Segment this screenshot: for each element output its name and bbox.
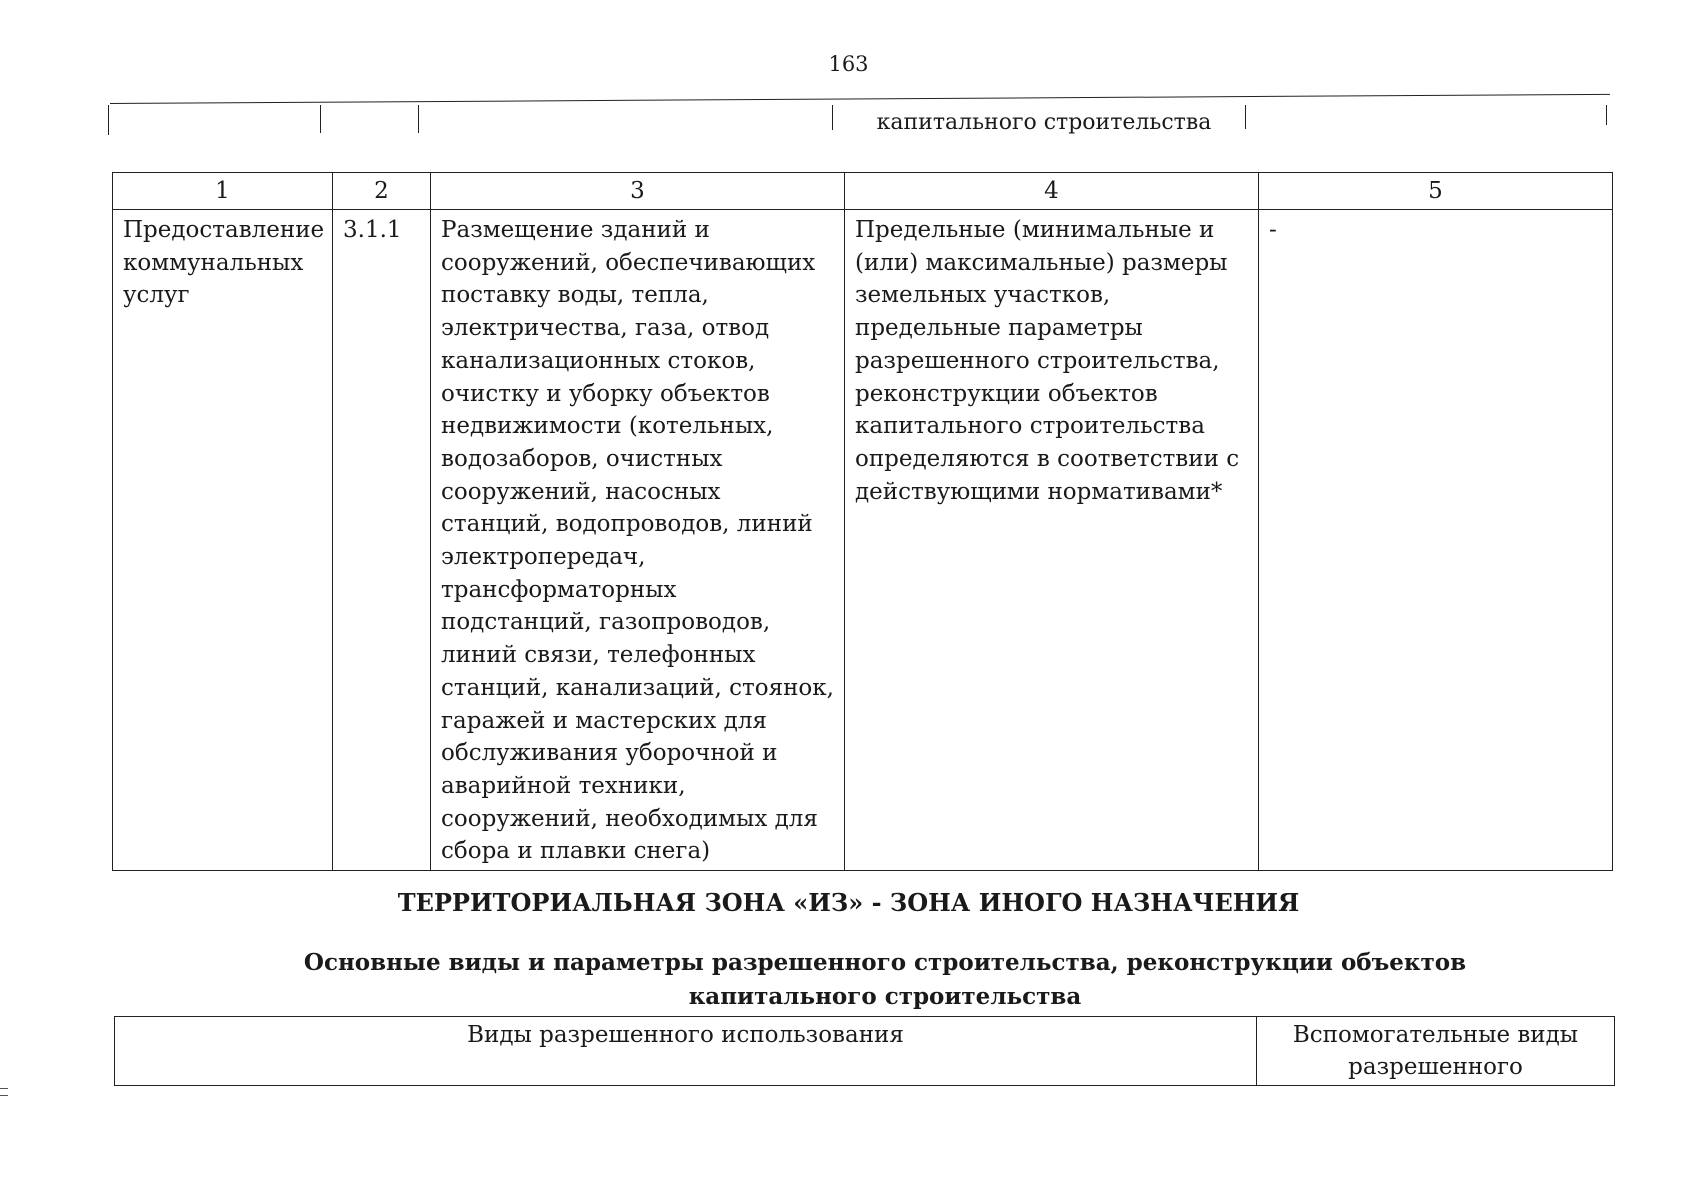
page-number: 163 <box>828 52 869 76</box>
column-number: 5 <box>1259 173 1613 210</box>
header-auxiliary-uses: Вспомогательные виды разрешенного <box>1257 1017 1615 1086</box>
continuation-text: капитального строительства <box>876 110 1212 135</box>
section-title: Основные виды и параметры разрешенного строительства, реконструкции объектов капитального строительства <box>303 949 1467 1010</box>
next-table-header <box>114 1016 1615 1086</box>
table-divider <box>1606 105 1607 125</box>
column-number-row <box>113 173 1613 210</box>
zone-title: ТЕРРИТОРИАЛЬНАЯ ЗОНА «ИЗ» - ЗОНА ИНОГО НАЗНАЧЕНИЯ <box>397 888 1300 917</box>
use-type-restrictions: - <box>1259 210 1613 871</box>
table-header-row <box>115 1017 1615 1086</box>
table-divider <box>832 105 833 130</box>
table-divider <box>108 105 109 135</box>
column-number: 4 <box>845 173 1259 210</box>
table-top-border <box>110 94 1610 104</box>
table-divider <box>320 105 321 133</box>
column-number: 2 <box>333 173 431 210</box>
table-divider <box>418 105 419 133</box>
scan-edge-mark <box>0 1088 8 1096</box>
use-type-description: Размещение зданий и сооружений, обеспечивающих поставку воды, тепла, электричества, газа, отвод канализационных стоков, очистку и уборку объектов недвижимости (котельных, водозаборов, очистных сооружений, насосных станций, водопроводов, линий электропередач, трансформаторных подстанций, газопроводов, линий связи, телефонных станций, канализаций, стоянок, гаражей и мастерских для обслуживания уборочной и аварийной техники, сооружений, необходимых для сбора и плавки снега) <box>431 210 845 871</box>
use-type-code: 3.1.1 <box>333 210 431 871</box>
use-type-name: Предоставление коммунальных услуг <box>113 210 333 871</box>
column-number: 1 <box>113 173 333 210</box>
table-row <box>113 210 1613 871</box>
header-permitted-uses: Виды разрешенного использования <box>115 1017 1257 1086</box>
land-use-table <box>112 172 1613 871</box>
column-number: 3 <box>431 173 845 210</box>
use-type-parameters: Предельные (минимальные и (или) максимальные) размеры земельных участков, предельные параметры разрешенного строительства, реконструкции объектов капитального строительства определяются в соответствии с действующими нормативами* <box>845 210 1259 871</box>
